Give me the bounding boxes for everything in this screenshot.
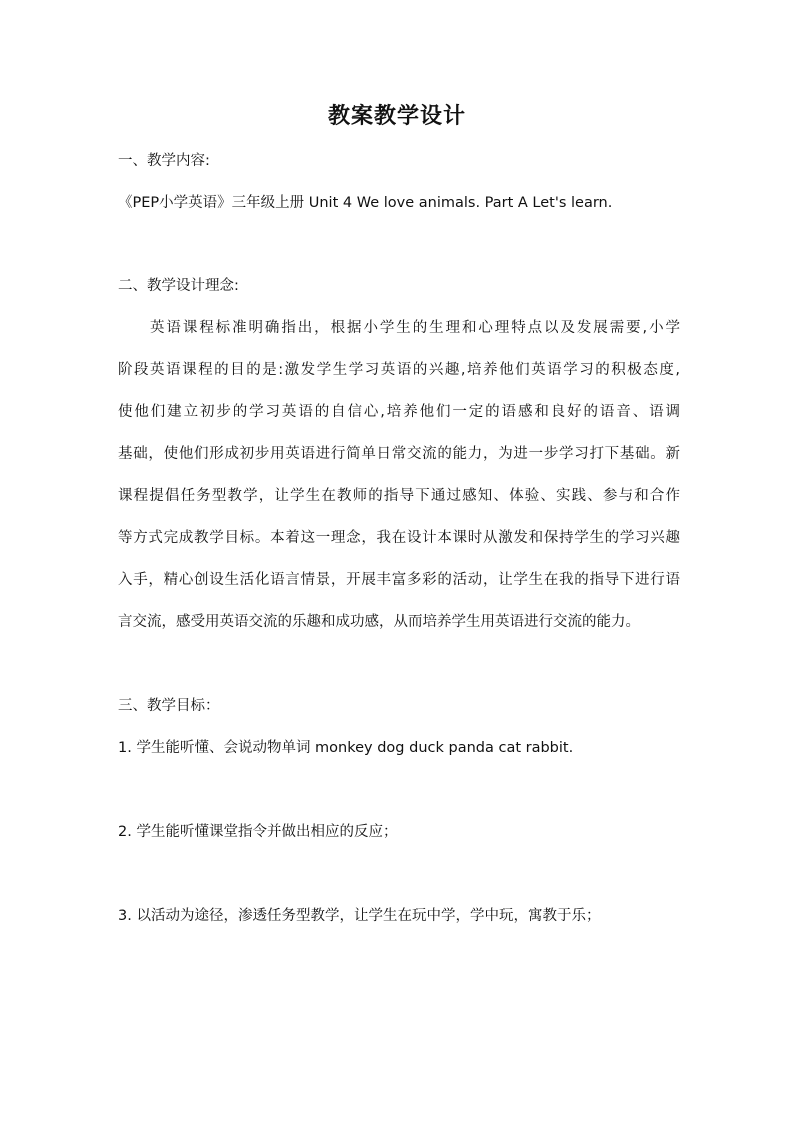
teaching-content-text: 《PEP小学英语》三年级上册 Unit 4 We love animals. Part A Let's learn. bbox=[118, 195, 613, 211]
page-title: 教案教学设计 bbox=[327, 104, 466, 129]
paragraph-line: 基础，使他们形成初步用英语进行简单日常交流的能力，为进一步学习打下基础。新 bbox=[118, 446, 680, 462]
section-heading-teaching-content: 一、教学内容: bbox=[118, 153, 210, 169]
section-heading-teaching-objectives: 三、教学目标： bbox=[118, 698, 220, 714]
paragraph-line: 使他们建立初步的学习英语的自信心,培养他们一定的语感和良好的语音、语调 bbox=[118, 404, 680, 420]
section-heading-design-concept: 二、教学设计理念: bbox=[118, 278, 239, 294]
paragraph-line: 英语课程标准明确指出，根据小学生的生理和心理特点以及发展需要,小学 bbox=[150, 320, 680, 336]
paragraph-line: 课程提倡任务型教学，让学生在教师的指导下通过感知、体验、实践、参与和合作 bbox=[118, 488, 680, 504]
paragraph-line: 入手，精心创设生活化语言情景，开展丰富多彩的活动，让学生在我的指导下进行语 bbox=[118, 572, 680, 588]
paragraph-line: 阶段英语课程的目的是:激发学生学习英语的兴趣,培养他们英语学习的积极态度, bbox=[118, 362, 680, 378]
objective-item-3: 3. 以活动为途径，渗透任务型教学，让学生在玩中学，学中玩，寓教于乐； bbox=[118, 908, 601, 924]
objective-item-1: 1. 学生能听懂、会说动物单词 monkey dog duck panda cat rabbit. bbox=[118, 740, 574, 756]
paragraph-line: 言交流，感受用英语交流的乐趣和成功感，从而培养学生用英语进行交流的能力。 bbox=[118, 614, 640, 630]
paragraph-line: 等方式完成教学目标。本着这一理念，我在设计本课时从激发和保持学生的学习兴趣 bbox=[118, 530, 680, 546]
objective-item-2: 2. 学生能听懂课堂指令并做出相应的反应； bbox=[118, 824, 398, 840]
